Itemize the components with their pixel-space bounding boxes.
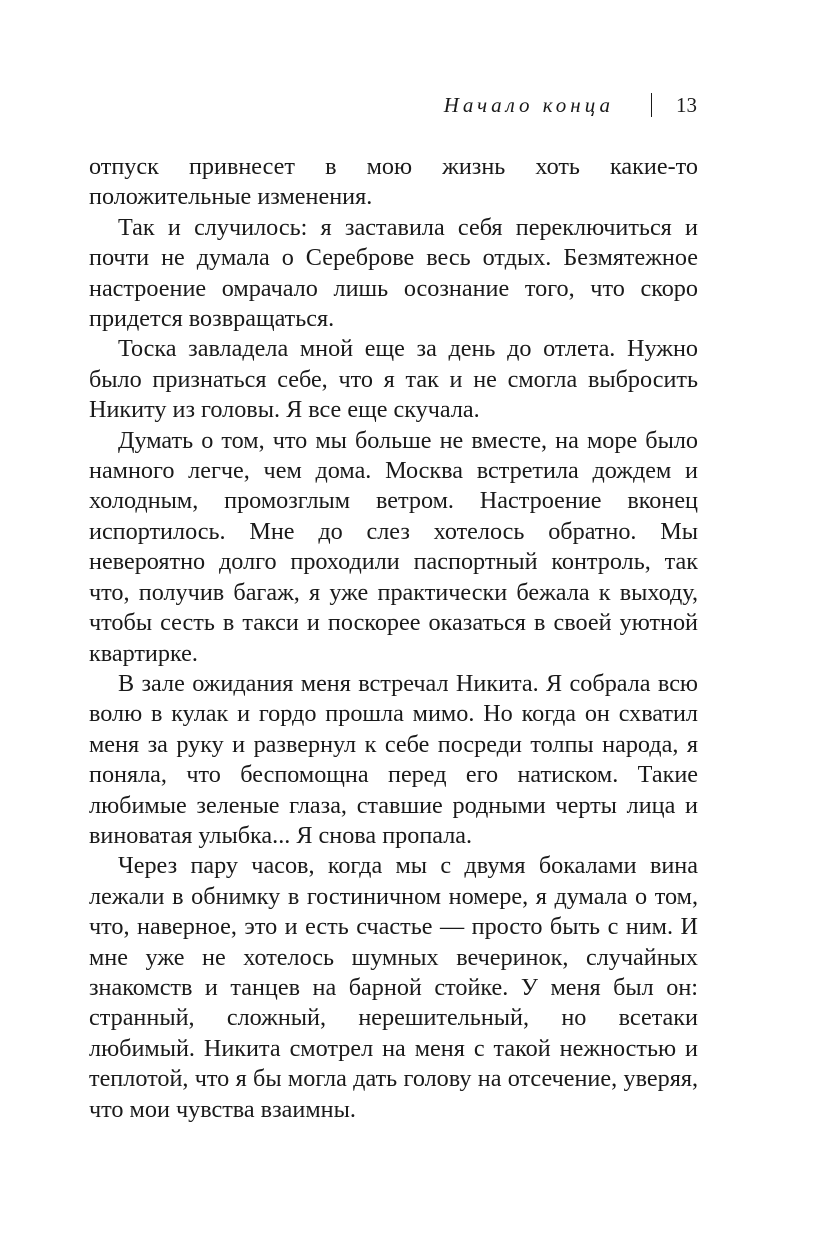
paragraph: Думать о том, что мы больше не вместе, на море было намного легче, чем дома. Москва встретила дождем и холодным, промозглым ветром. Настроение вконец испортилось. Мне до слез хотелось обратно. Мы невероятно долго проходили паспортный контроль, так что, получив багаж, я уже практически бежала к выходу, чтобы сесть в такси и поскорее оказаться в своей уютной квартирке. (89, 426, 698, 667)
paragraph: Через пару часов, когда мы с двумя бокалами вина лежали в обнимку в гостиничном номере, я думала о том, что, наверное, это и есть счастье — просто быть с ним. И мне уже не хотелось шумных вечеринок, случайных знакомств и танцев на барной стойке. У меня был он: странный, сложный, нерешительный, но всетаки любимый. Никита смотрел на меня с такой нежностью и теплотой, что я бы могла дать голову на отсечение, уверяя, что мои чувства взаимны. (89, 852, 698, 1123)
chapter-title: Начало конца (443, 93, 614, 117)
paragraph: Тоска завладела мной еще за день до отлета. Нужно было признаться себе, что я так и не смогла выбросить Никиту из головы. Я все еще скучала. (89, 335, 698, 424)
paragraph: отпуск привнесет в мою жизнь хоть какие-то положительные изменения. (89, 153, 698, 211)
running-head (0, 90, 697, 120)
body-text (89, 152, 698, 1125)
page-number: 13 (676, 93, 697, 117)
paragraph: Так и случилось: я заставила себя переключиться и почти не думала о Сереброве весь отдых. Безмятежное настроение омрачало лишь осознание того, что скоро придется возвращаться. (89, 213, 698, 333)
header-divider (651, 93, 653, 117)
paragraph: В зале ожидания меня встречал Никита. Я собрала всю волю в кулак и гордо прошла мимо. Но когда он схватил меня за руку и развернул к себе посреди толпы народа, я поняла, что беспомощна перед его натиском. Такие любимые зеленые глаза, ставшие родными черты лица и виноватая улыбка... Я снова пропала. (89, 669, 698, 849)
